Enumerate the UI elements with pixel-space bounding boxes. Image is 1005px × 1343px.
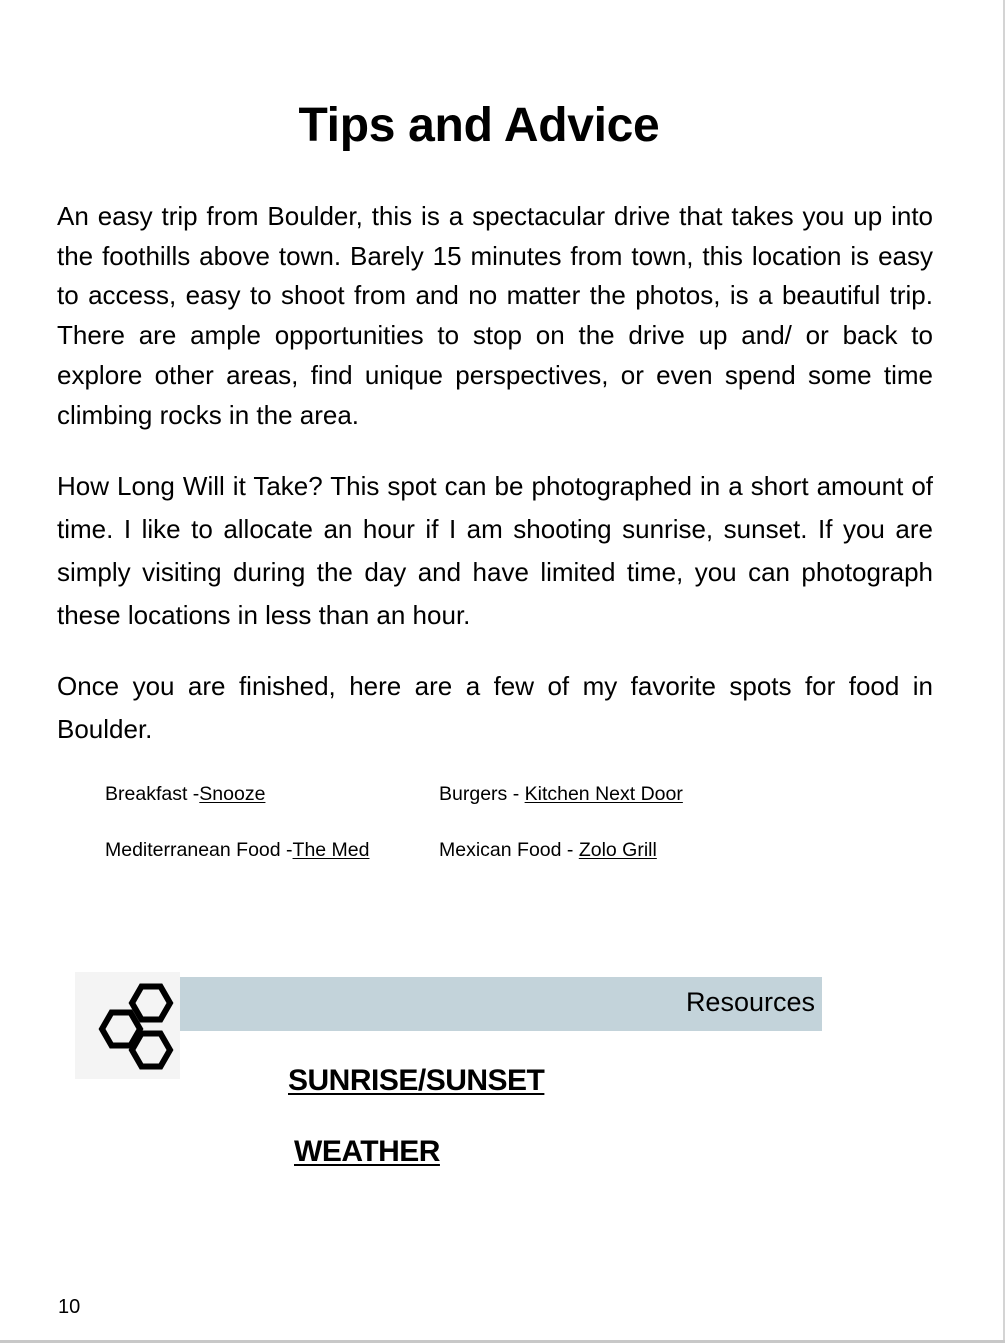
weather-link[interactable]: WEATHER — [294, 1135, 440, 1168]
hexagons-icon — [75, 972, 180, 1079]
food-spot-breakfast — [105, 781, 265, 807]
the-med-link[interactable]: The Med — [292, 839, 370, 861]
food-spot-category: Burgers - — [439, 783, 525, 805]
kitchen-next-door-link[interactable]: Kitchen Next Door — [524, 783, 683, 805]
sunrise-sunset-link[interactable]: SUNRISE/SUNSET — [288, 1064, 545, 1097]
duration-paragraph: How Long Will it Take? This spot can be photographed in a short amount of time. I like to allocate an hour if I am shooting sunrise, sunset. If you are simply visiting during the day and have limited time, you can photograph these locations in less than an hour. — [57, 471, 933, 630]
resources-heading: Resources — [685, 987, 815, 1017]
intro-paragraph: An easy trip from Boulder, this is a spectacular drive that takes you up into the foothills above town. Barely 15 minutes from town, this location is easy to access, easy to shoot from and no matter the photos, is a beautiful trip. There are ample opportunities to stop on the drive up and/ or back to explore other areas, find unique perspectives, or even spend some time climbing rocks in the area. — [57, 201, 933, 430]
zolo-grill-link[interactable]: Zolo Grill — [578, 839, 657, 861]
food-spot-burgers — [439, 781, 683, 807]
food-intro-paragraph: Once you are finished, here are a few of my favorite spots for food in Boulder. — [57, 671, 933, 744]
food-spot-mediterranean — [105, 837, 369, 863]
snooze-link[interactable]: Snooze — [199, 783, 266, 805]
food-spot-category: Breakfast - — [105, 783, 200, 805]
page-title: Tips and Advice — [298, 99, 660, 152]
food-spot-mexican — [439, 837, 657, 863]
page-number: 10 — [58, 1296, 81, 1318]
food-spot-category: Mexican Food - — [439, 839, 579, 861]
resources-header-bar — [180, 977, 822, 1031]
food-spot-category: Mediterranean Food - — [105, 839, 293, 861]
